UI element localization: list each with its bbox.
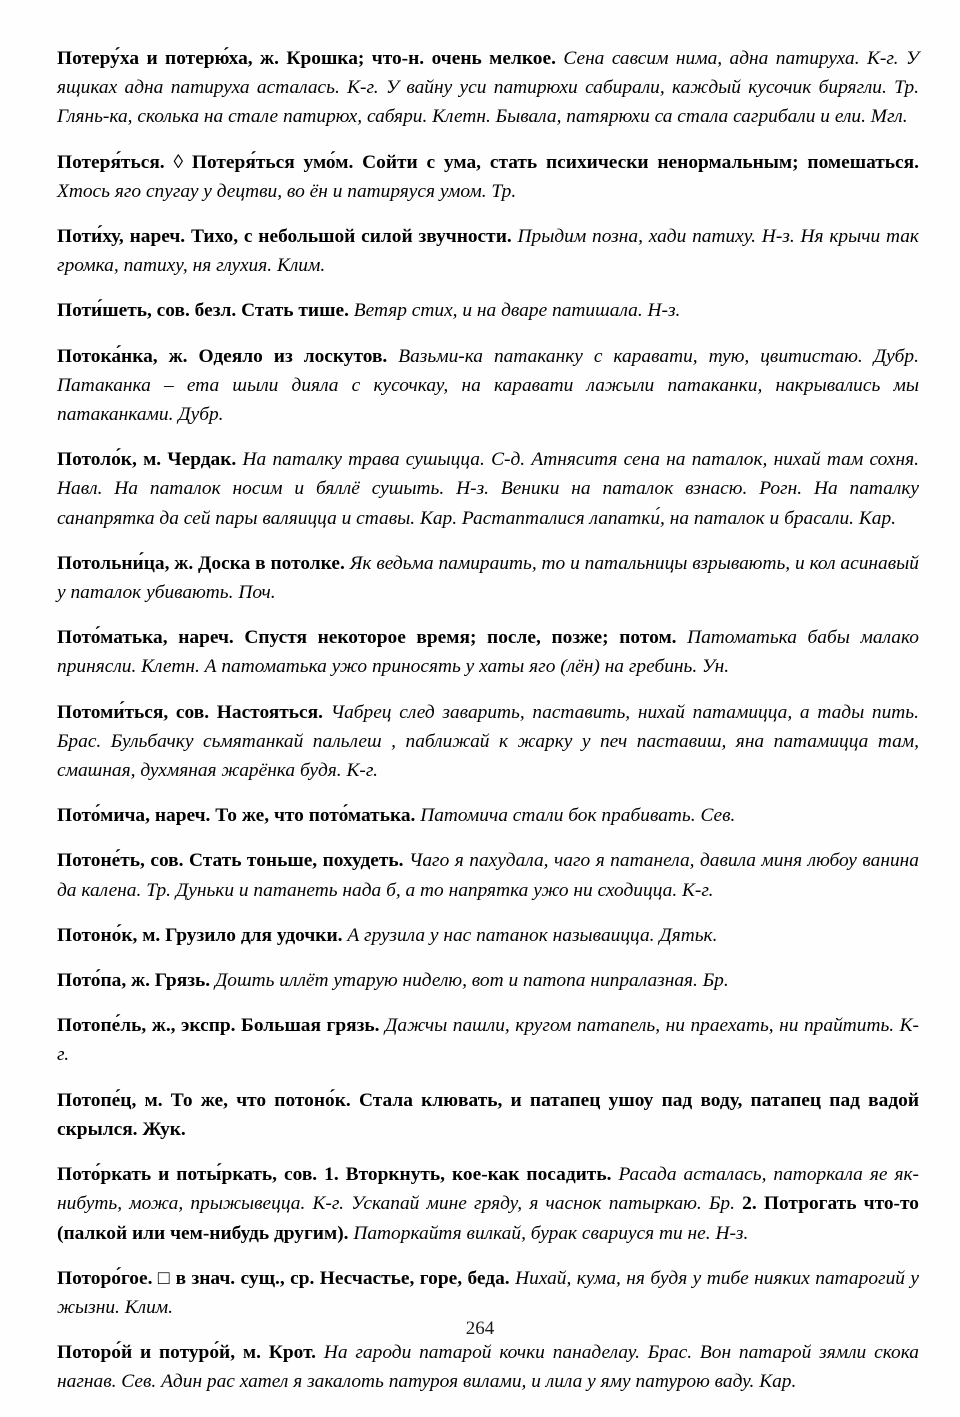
entry-headword: Пото́матька, нареч. Спустя некоторое время; после, позже; потом. — [57, 627, 677, 649]
entry-citation: Дажчы пашли, кругом патапель, ни праехать, ни прайтить. К-г. — [57, 1015, 919, 1066]
dictionary-entry — [57, 1086, 919, 1144]
dictionary-entry — [57, 921, 919, 950]
entry-citation: Чаго я пахудала, чаго я патанела, давила миня любоу ванина да калена. Тр. Дуньки и патанеть нада б, а то напрятка ужо ни сходицца. К-г. — [57, 850, 919, 901]
entry-citation: Расада асталась, паторкала яе як-нибуть, можа, прыжывецца. К-г. Ускапай мине гряду, я часнок патыркаю. Бр. — [57, 1164, 920, 1215]
entry-headword: Потоне́ть, сов. Стать тоньше, похудеть. — [57, 850, 404, 872]
dictionary-entry — [57, 698, 919, 786]
entry-headword: Поти́шеть, сов. безл. Стать тише. — [57, 300, 349, 322]
entry-citation: На гароди патарой кочки панаделау. Брас. Вон патарой зямли скока нагнав. Сев. Адин рас хател я закалоть патуроя вилами, и лила у яму патурою ваду. Кар. — [57, 1342, 919, 1393]
entry-list — [57, 44, 919, 1397]
entry-headword: Потопе́ц, м. То же, что потоно́к. — [57, 1089, 351, 1111]
entry-citation: Стала клювать, и патапец ушоу пад воду, патапец пад вадой скрылся. Жук. — [57, 1089, 919, 1140]
entry-headword: Пото́мича, нареч. То же, что пото́матька. — [57, 805, 416, 827]
dictionary-entry — [57, 1264, 919, 1322]
entry-headword: Потопе́ль, ж., экспр. Большая грязь. — [57, 1015, 380, 1037]
dictionary-entry — [57, 445, 919, 533]
entry-headword: Пото́па, ж. Грязь. — [57, 970, 211, 992]
dictionary-entry — [57, 222, 919, 280]
entry-headword: Потоно́к, м. Грузило для удочки. — [57, 924, 343, 946]
entry-headword: Потоми́ться, сов. Настояться. — [57, 701, 323, 723]
dictionary-entry — [57, 296, 919, 325]
entry-citation: А грузила у нас патанок называицца. Дятьк. — [347, 924, 718, 946]
dictionary-entry — [57, 966, 919, 995]
entry-citation: Нихай, кума, ня будя у тибе нияких патарогий у жызни. Клим. — [57, 1267, 919, 1318]
entry-headword: Потоло́к, м. Чердак. — [57, 449, 237, 471]
entry-headword: Поти́ху, нареч. Тихо, с небольшой силой звучности. — [57, 226, 512, 248]
dictionary-entry — [57, 1011, 919, 1069]
dictionary-entry — [57, 846, 919, 904]
entry-citation: Сена савсим нима, адна патируха. К-г. У ящиках адна патируха асталась. К-г. У вайну уси патирюхи сабирали, каждый кусочик бирягли. Тр. Глянь-ка, сколька на стале патирюх, сабяри. Клетн. Бывала, патярюхи са стала сагрибали и ели. Мгл. — [57, 48, 919, 128]
entry-sense-citation: Паторкайтя вилкай, бурак свариуся ти не. Н-з. — [353, 1222, 749, 1244]
dictionary-entry — [57, 1160, 919, 1248]
entry-sense-number: 2. — [742, 1193, 757, 1215]
entry-headword: Пото́ркать и поты́ркать, сов. 1. Вторкнуть, кое-как посадить. — [57, 1164, 612, 1186]
dictionary-entry — [57, 549, 919, 607]
entry-headword: Потеру́ха и потерю́ха, ж. Крошка; что-н. очень мелкое. — [57, 48, 556, 69]
entry-citation: Прыдим позна, хади патиху. Н-з. Ня крычи так громка, патиху, ня глухия. Клим. — [57, 226, 919, 277]
entry-citation: Хтось яго спугау у децтви, во ён и патиряуся умом. Тр. — [57, 180, 517, 202]
entry-sense-gloss: Потрогать что-то (палкой или чем-нибудь другим). — [57, 1193, 919, 1244]
dictionary-entry — [57, 801, 919, 830]
entry-citation: На паталку трава сушыцца. С-д. Атняситя сена на паталок, нихай там сохня. Навл. На паталок носим и бяллё сушыть. Н-з. Веники на паталок взнасю. Рогн. На паталку санапрятка да сей пары валяицца и ставы. Кар. Растапталися лапатки́, на паталок и брасали. Кар. — [57, 449, 919, 529]
entry-citation: Чабрец след заварить, паставить, нихай патамицца, а тады пить. Брас. Бульбачку сьмятанкай пальлеш , паближай к жарку у печ паставиш, яна патамицца там, смашная, духмяная жарёнка будя. К-г. — [57, 701, 919, 782]
dictionary-entry — [57, 148, 919, 206]
entry-citation: Дошть иллёт утарую ниделю, вот и патопа нипралазная. Бр. — [214, 970, 729, 992]
page-number: 264 — [465, 1318, 495, 1339]
entry-headword: Поторо́й и потуро́й, м. Крот. — [57, 1342, 316, 1364]
entry-headword: Потольни́ца, ж. Доска в потолке. — [57, 552, 345, 574]
entry-headword: Потока́нка, ж. Одеяло из лоскутов. — [57, 345, 388, 367]
entry-citation: Патоматька бабы малако принясли. Клетн. А патоматька ужо приносять у хаты яго (лён) на гребинь. Ун. — [57, 627, 919, 678]
entry-citation: Патомича стали бок прабивать. Сев. — [420, 805, 736, 827]
entry-headword: Потеря́ться. ◊ Потеря́ться умо́м. Сойти с ума, стать психически ненормальным; помешаться. — [57, 151, 919, 173]
entry-citation: Вазьми-ка патаканку с каравати, тую, цвитистаю. Дубр. Патаканка – ета шыли дияла с кусочкау, на каравати лажыли патаканки, накрывались мы патаканками. Дубр. — [57, 345, 919, 426]
entry-citation: Як ведьма памираить, то и патальницы взрывають, и кол асинавый у паталок убивають. Поч. — [57, 552, 919, 604]
dictionary-entry — [57, 1338, 919, 1396]
dictionary-entry — [57, 342, 919, 430]
entry-headword: Поторо́гое. □ в знач. сущ., ср. Несчастье, горе, беда. — [57, 1267, 510, 1289]
dictionary-entry — [57, 44, 919, 132]
dictionary-entry — [57, 623, 919, 681]
entry-citation: Ветяр стих, и на дваре патишала. Н-з. — [353, 300, 681, 322]
